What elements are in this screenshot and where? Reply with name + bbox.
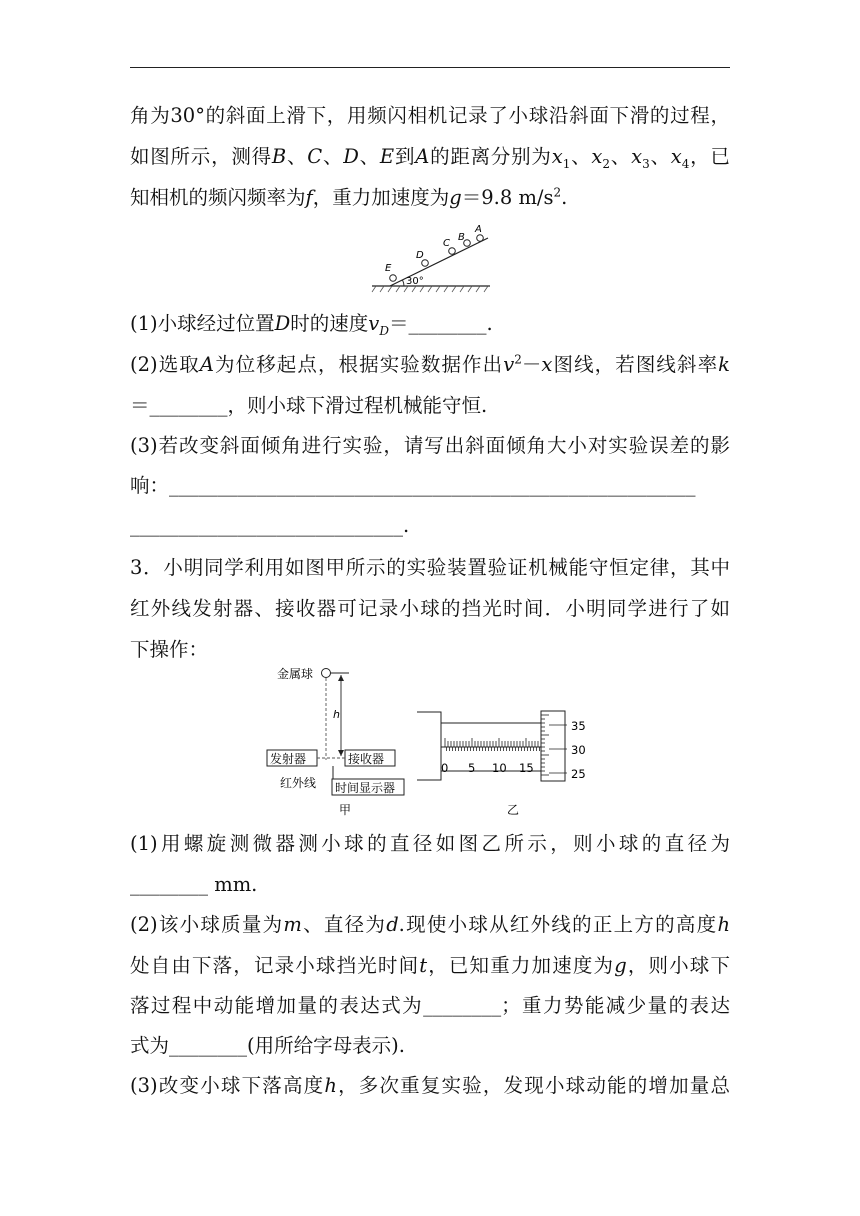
label-C: C: [443, 238, 450, 249]
s2-line-4: 式为________(用所给字母表示).: [130, 1034, 405, 1057]
s2-line-2: 处自由下落，记录小球挡光时间t，已知重力加速度为g，则小球下: [130, 954, 730, 977]
header-rule: [130, 67, 730, 68]
caption-jia: 甲: [339, 803, 352, 817]
ball-label: 金属球: [277, 667, 314, 681]
p3-line-2: 红外线发射器、接收器可记录小球的挡光时间．小明同学进行了如: [130, 597, 730, 620]
receiver-label: 接收器: [348, 752, 385, 766]
label-A: A: [475, 224, 482, 235]
q3-line-3: ____________________________.: [130, 514, 410, 537]
caption-yi: 乙: [507, 803, 520, 817]
label-D: D: [416, 250, 424, 261]
s2-line-1: (2)该小球质量为m、直径为d.现使小球从红外线的正上方的高度h: [130, 913, 730, 936]
height-label: h: [333, 708, 340, 721]
thimble-tick-35: 35: [571, 719, 586, 733]
label-E: E: [385, 263, 392, 274]
main-tick-15: 15: [519, 761, 534, 775]
s1-line-1: (1)用螺旋测微器测小球的直径如图乙所示，则小球的直径为: [130, 832, 730, 855]
label-B: B: [458, 232, 465, 243]
thimble-tick-30: 30: [571, 743, 586, 757]
s3-line-1: (3)改变小球下落高度h，多次重复实验，发现小球动能的增加量总: [130, 1074, 730, 1097]
s2-line-3: 落过程中动能增加量的表达式为________；重力势能减少量的表达: [130, 994, 730, 1017]
q3-line-2: 响：______________________________________________________: [130, 474, 696, 497]
thimble-tick-25: 25: [571, 767, 586, 781]
timer-label: 时间显示器: [335, 781, 396, 795]
q2-line-1: (2)选取A为位移起点，根据实验数据作出$v^2-x$图线，若图线斜率k: [130, 352, 730, 376]
main-tick-0: 0: [441, 761, 449, 775]
intro-line-3: 知相机的频闪频率为f，重力加速度为g＝9.8 $m/s^2$.: [130, 185, 568, 209]
infrared-label: 红外线: [280, 776, 317, 790]
micrometer-figure: [415, 705, 610, 820]
q2-line-2: ＝________，则小球下滑过程机械能守恒.: [130, 394, 488, 417]
q3-line-1: (3)若改变斜面倾角进行实验，请写出斜面倾角大小对实验误差的影: [130, 434, 730, 457]
metal-ball: [322, 669, 331, 678]
p3-line-1: 3．小明同学利用如图甲所示的实验装置验证机械能守恒定律，其中: [130, 556, 730, 579]
angle-label: 30°: [406, 276, 424, 287]
q1-line: (1)小球经过位置D时的速度$v_D=\_\_\_\_\_\_\_\_$.: [130, 312, 493, 338]
p3-line-3: 下操作：: [130, 638, 209, 661]
incline-figure: [370, 218, 495, 296]
intro-line-2: 如图所示，测得B、C、D、E到A的距离分别为$x_1$、$x_2$、$x_3$、$x_4$，已: [130, 145, 730, 171]
main-tick-5: 5: [468, 761, 476, 775]
s1-line-2: ________ mm.: [130, 873, 258, 896]
emitter-label: 发射器: [270, 752, 307, 766]
apparatus-figure: [265, 660, 415, 820]
main-tick-10: 10: [492, 761, 507, 775]
intro-line-1: 角为30°的斜面上滑下，用频闪相机记录了小球沿斜面下滑的过程，: [130, 104, 730, 127]
